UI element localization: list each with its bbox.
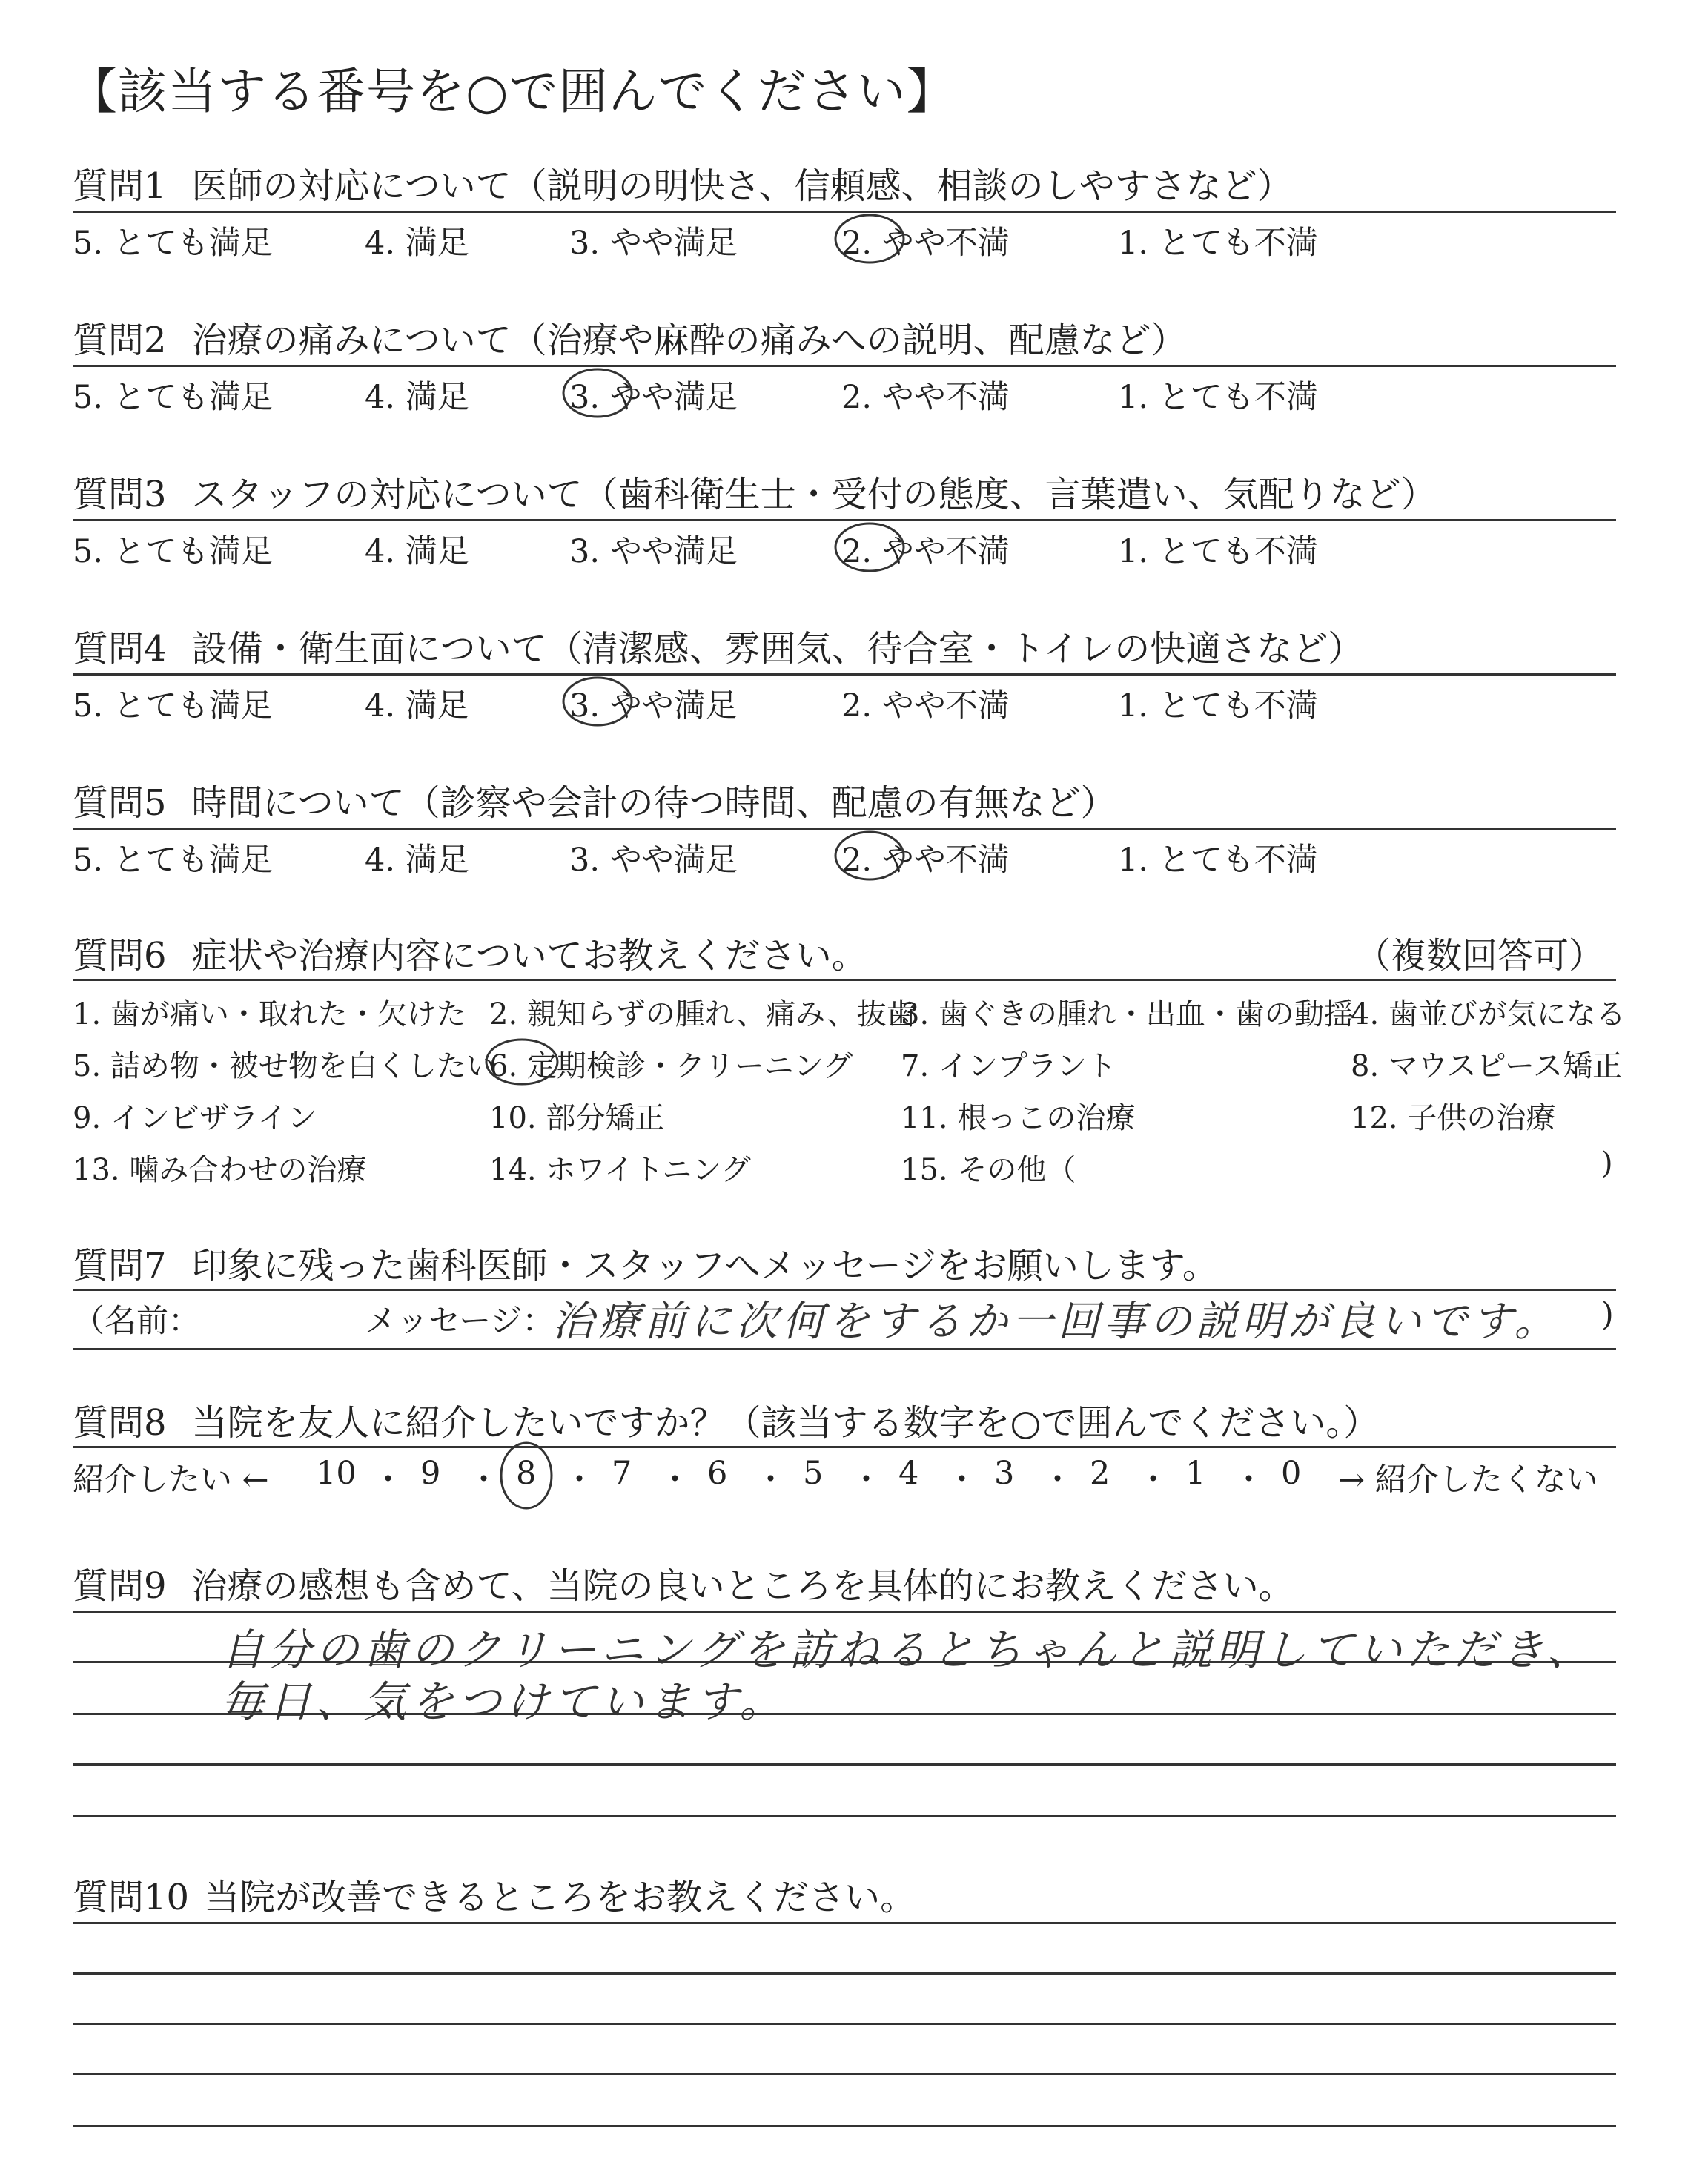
q1-option-5[interactable]: 5. とても満足	[73, 225, 273, 262]
q2-label: 質問2	[73, 320, 167, 361]
q6-option-2[interactable]: 2. 親知らずの腫れ、痛み、抜歯	[489, 997, 916, 1031]
q6-option-14[interactable]: 14. ホワイトニング	[489, 1153, 751, 1187]
q6-close-paren: )	[1601, 1146, 1613, 1180]
q7-close-paren: )	[1601, 1296, 1614, 1333]
q10-title	[73, 1869, 916, 1920]
q5-option-2[interactable]: 2. やや不満	[841, 842, 1010, 879]
q5-rule	[73, 828, 1616, 830]
q10-label: 質問10	[73, 1877, 190, 1918]
q3-option-2[interactable]: 2. やや不満	[841, 533, 1010, 570]
q1-option-1[interactable]: 1. とても不満	[1118, 225, 1318, 262]
q8-number-9[interactable]: 9	[420, 1455, 441, 1492]
q4-option-2[interactable]: 2. やや不満	[841, 687, 1010, 724]
q3-option-1[interactable]: 1. とても不満	[1118, 533, 1318, 570]
q8-separator: ・	[468, 1462, 500, 1499]
q6-option-10[interactable]: 10. 部分矯正	[489, 1101, 665, 1135]
q10-line	[73, 1972, 1616, 1975]
q6-option-5[interactable]: 5. 詰め物・被せ物を白くしたい	[73, 1049, 496, 1083]
q10-line	[73, 2125, 1616, 2127]
q2-rule	[73, 365, 1616, 367]
q8-separator: ・	[659, 1462, 691, 1499]
q8-label: 質問8	[73, 1402, 167, 1444]
q6-label: 質問6	[73, 935, 167, 977]
q2-option-4[interactable]: 4. 満足	[365, 379, 469, 416]
q6-option-8[interactable]: 8. マウスピース矯正	[1351, 1049, 1623, 1083]
q5-text: 時間について（診察や会計の待つ時間、配慮の有無など）	[191, 782, 1116, 824]
q9-answer-line-1: 自分の歯のクリーニングを訪ねるとちゃんと説明していただき、	[221, 1625, 1595, 1675]
q9-rule	[73, 1611, 1616, 1613]
q6-rule	[73, 979, 1616, 981]
q6-option-15[interactable]: 15. その他（	[901, 1153, 1076, 1187]
q8-separator: ・	[1137, 1462, 1169, 1499]
q3-title	[73, 466, 1437, 517]
q1-option-2[interactable]: 2. やや不満	[841, 225, 1010, 262]
q8-number-5[interactable]: 5	[803, 1455, 824, 1492]
q6-note: （複数回答可）	[1355, 935, 1605, 977]
q10-text: 当院が改善できるところをお教えください。	[204, 1877, 916, 1918]
q9-text: 治療の感想も含めて、当院の良いところを具体的にお教えください。	[191, 1565, 1294, 1607]
q1-title	[73, 157, 1293, 208]
q3-label: 質問3	[73, 474, 167, 515]
q3-rule	[73, 519, 1616, 521]
q5-label: 質問5	[73, 782, 167, 824]
q4-option-3[interactable]: 3. やや満足	[569, 687, 738, 724]
q9-line	[73, 1815, 1616, 1817]
q8-number-4[interactable]: 4	[898, 1455, 919, 1492]
q8-separator: ・	[563, 1462, 595, 1499]
q2-text: 治療の痛みについて（治療や麻酔の痛みへの説明、配慮など）	[191, 320, 1187, 361]
q3-text: スタッフの対応について（歯科衛生士・受付の態度、言葉遣い、気配りなど）	[191, 474, 1437, 515]
q8-left-label: 紹介したい ←	[73, 1462, 269, 1499]
q4-rule	[73, 673, 1616, 676]
q7-name-label: （名前：	[73, 1303, 200, 1340]
q7-title	[73, 1237, 1218, 1288]
q7-text: 印象に残った歯科医師・スタッフへメッセージをお願いします。	[191, 1245, 1218, 1287]
q6-option-9[interactable]: 9. インビザライン	[73, 1101, 317, 1135]
q9-title	[73, 1557, 1294, 1608]
q4-label: 質問4	[73, 628, 167, 670]
q6-option-11[interactable]: 11. 根っこの治療	[901, 1101, 1136, 1135]
q8-rule	[73, 1446, 1616, 1448]
q9-line	[73, 1661, 1616, 1663]
q2-option-5[interactable]: 5. とても満足	[73, 379, 273, 416]
q5-title	[73, 774, 1116, 825]
q5-option-3[interactable]: 3. やや満足	[569, 842, 738, 879]
q2-title	[73, 311, 1187, 363]
q8-title	[73, 1394, 1379, 1445]
q6-option-12[interactable]: 12. 子供の治療	[1351, 1101, 1556, 1135]
q2-option-2[interactable]: 2. やや不満	[841, 379, 1010, 416]
q8-text: 当院を友人に紹介したいですか？（該当する数字を○で囲んでください。）	[191, 1402, 1380, 1444]
q6-option-1[interactable]: 1. 歯が痛い・取れた・欠けた	[73, 997, 466, 1031]
q4-option-1[interactable]: 1. とても不満	[1118, 687, 1318, 724]
q8-number-3[interactable]: 3	[994, 1455, 1015, 1492]
q2-option-3[interactable]: 3. やや満足	[569, 379, 738, 416]
q8-separator: ・	[755, 1462, 787, 1499]
q8-separator: ・	[850, 1462, 882, 1499]
q1-label: 質問1	[73, 165, 167, 207]
q3-option-3[interactable]: 3. やや満足	[569, 533, 738, 570]
q8-separator: ・	[1233, 1462, 1265, 1499]
q1-rule	[73, 211, 1616, 213]
q8-number-0[interactable]: 0	[1281, 1455, 1302, 1492]
q4-text: 設備・衛生面について（清潔感、雰囲気、待合室・トイレの快適さなど）	[191, 628, 1364, 670]
q8-number-1[interactable]: 1	[1185, 1455, 1206, 1492]
q8-number-10[interactable]: 10	[316, 1455, 357, 1492]
form-header: 【該当する番号を○で囲んでください】	[68, 63, 956, 120]
q4-title	[73, 620, 1363, 671]
q8-number-7[interactable]: 7	[612, 1455, 632, 1492]
q6-option-13[interactable]: 13. 噛み合わせの治療	[73, 1153, 367, 1187]
q7-answer-line	[73, 1348, 1616, 1350]
q5-option-5[interactable]: 5. とても満足	[73, 842, 273, 879]
q7-message-label: メッセージ：	[365, 1303, 555, 1340]
q2-option-1[interactable]: 1. とても不満	[1118, 379, 1318, 416]
q1-text: 医師の対応について（説明の明快さ、信頼感、相談のしやすさなど）	[191, 165, 1293, 207]
q9-answer-line-2: 毎日、気をつけています。	[221, 1677, 787, 1727]
q10-line	[73, 2023, 1616, 2025]
q8-separator: ・	[946, 1462, 978, 1499]
q6-option-3[interactable]: 3. 歯ぐきの腫れ・出血・歯の動揺	[901, 997, 1354, 1031]
q8-number-2[interactable]: 2	[1090, 1455, 1110, 1492]
q10-line	[73, 2073, 1616, 2075]
q5-option-1[interactable]: 1. とても不満	[1118, 842, 1318, 879]
q6-option-7[interactable]: 7. インプラント	[901, 1049, 1116, 1083]
q6-title	[73, 927, 867, 978]
q9-line	[73, 1713, 1616, 1715]
q8-number-8[interactable]: 8	[516, 1455, 537, 1492]
q4-option-5[interactable]: 5. とても満足	[73, 687, 273, 724]
q10-line	[73, 1922, 1616, 1924]
q1-option-3[interactable]: 3. やや満足	[569, 225, 738, 262]
q8-number-6[interactable]: 6	[707, 1455, 728, 1492]
q6-option-4[interactable]: 4. 歯並びが気になる	[1351, 997, 1626, 1031]
q8-separator: ・	[1042, 1462, 1073, 1499]
q9-line	[73, 1763, 1616, 1766]
q8-separator: ・	[372, 1462, 404, 1499]
q6-text: 症状や治療内容についてお教えください。	[191, 935, 867, 977]
q6-option-6[interactable]: 6. 定期検診・クリーニング	[489, 1049, 853, 1083]
q8-right-label: → 紹介したくない	[1338, 1462, 1598, 1499]
q1-option-4[interactable]: 4. 満足	[365, 225, 469, 262]
q5-option-4[interactable]: 4. 満足	[365, 842, 469, 879]
q9-label: 質問9	[73, 1565, 167, 1607]
q7-label: 質問7	[73, 1245, 167, 1287]
q4-option-4[interactable]: 4. 満足	[365, 687, 469, 724]
q7-message-handwriting: 治療前に次何をするか一回事の説明が良いです。	[552, 1298, 1560, 1346]
q3-option-5[interactable]: 5. とても満足	[73, 533, 273, 570]
q3-option-4[interactable]: 4. 満足	[365, 533, 469, 570]
